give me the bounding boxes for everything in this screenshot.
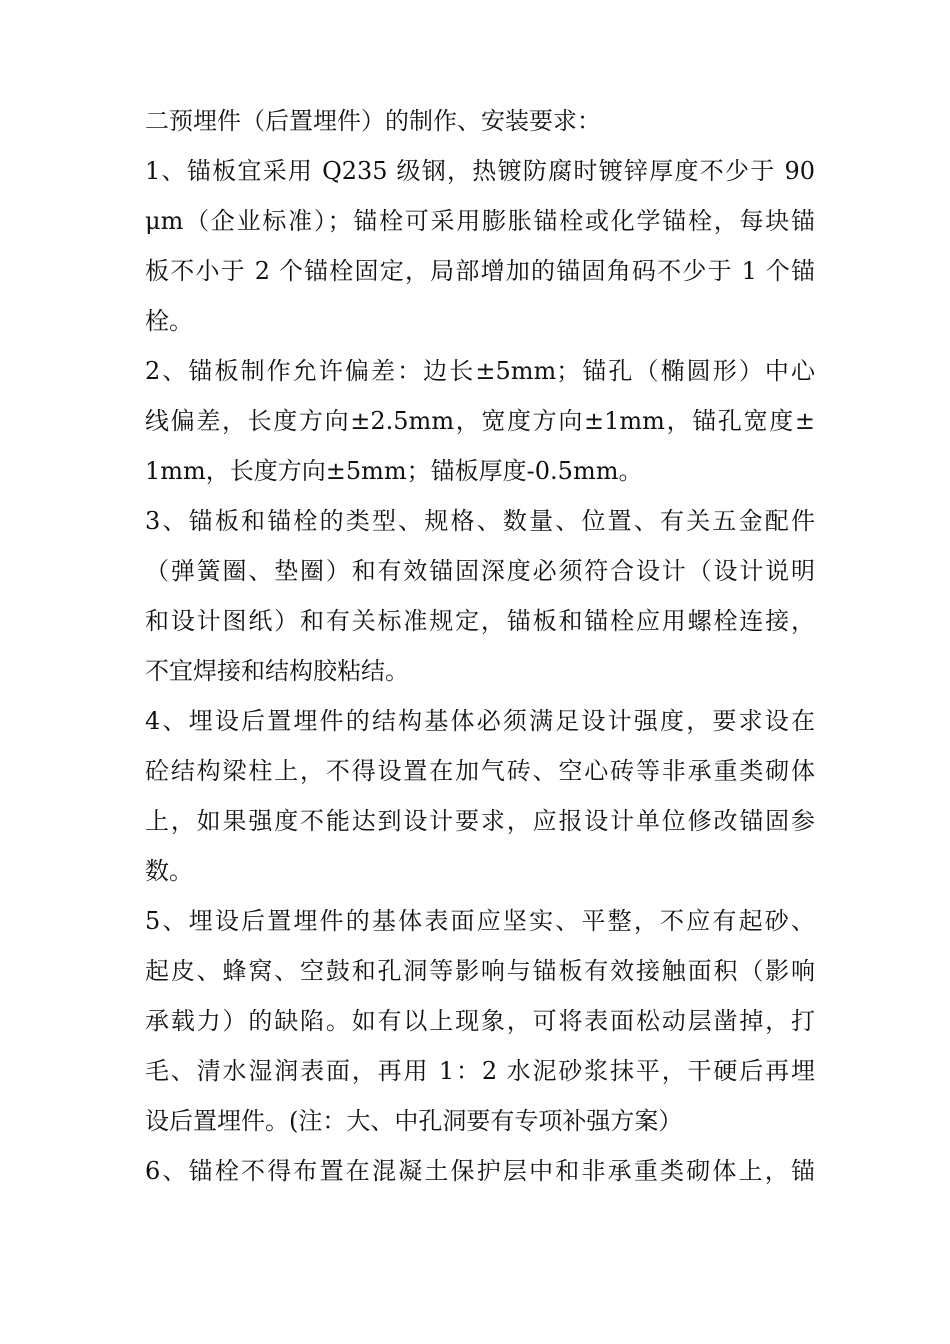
- text-line: 1mm，长度方向±5mm；锚板厚度-0.5mm。: [145, 457, 643, 485]
- text-line: 6、锚栓不得布置在混凝土保护层中和非承重类砌体上，锚: [145, 1157, 815, 1185]
- section-heading: 二预埋件（后置埋件）的制作、安装要求：: [145, 107, 601, 135]
- text-line: 板不小于 2 个锚栓固定，局部增加的锚固角码不少于 1 个锚: [145, 257, 815, 285]
- document-body: [145, 96, 815, 1196]
- text-line: 3、锚板和锚栓的类型、规格、数量、位置、有关五金配件: [145, 507, 815, 535]
- text-line: 数。: [145, 857, 193, 885]
- text-line: 起皮、蜂窝、空鼓和孔洞等影响与锚板有效接触面积（影响: [145, 957, 815, 985]
- text-line: 栓。: [145, 307, 193, 335]
- text-line: μm（企业标准）；锚栓可采用膨胀锚栓或化学锚栓，每块锚: [145, 207, 815, 235]
- text-line: 2、锚板制作允许偏差：边长±5mm；锚孔（椭圆形）中心: [145, 357, 815, 385]
- text-line: 5、埋设后置埋件的基体表面应坚实、平整，不应有起砂、: [145, 907, 815, 935]
- text-line: 砼结构梁柱上，不得设置在加气砖、空心砖等非承重类砌体: [145, 757, 815, 785]
- text-line: 线偏差，长度方向±2.5mm，宽度方向±1mm，锚孔宽度±: [145, 407, 815, 435]
- text-line: 毛、清水湿润表面，再用 1：2 水泥砂浆抹平，干硬后再埋: [145, 1057, 815, 1085]
- text-line: 不宜焊接和结构胶粘结。: [145, 657, 409, 685]
- text-line: 承载力）的缺陷。如有以上现象，可将表面松动层凿掉，打: [145, 1007, 815, 1035]
- text-line: 和设计图纸）和有关标准规定，锚板和锚栓应用螺栓连接，: [145, 607, 815, 635]
- text-line: 1、锚板宜采用 Q235 级钢，热镀防腐时镀锌厚度不少于 90: [145, 157, 815, 185]
- text-line: 4、埋设后置埋件的结构基体必须满足设计强度，要求设在: [145, 707, 815, 735]
- text-line: （弹簧圈、垫圈）和有效锚固深度必须符合设计（设计说明: [145, 557, 815, 585]
- text-line: 设后置埋件。(注：大、中孔洞要有专项补强方案）: [145, 1107, 683, 1135]
- text-line: 上，如果强度不能达到设计要求，应报设计单位修改锚固参: [145, 807, 815, 835]
